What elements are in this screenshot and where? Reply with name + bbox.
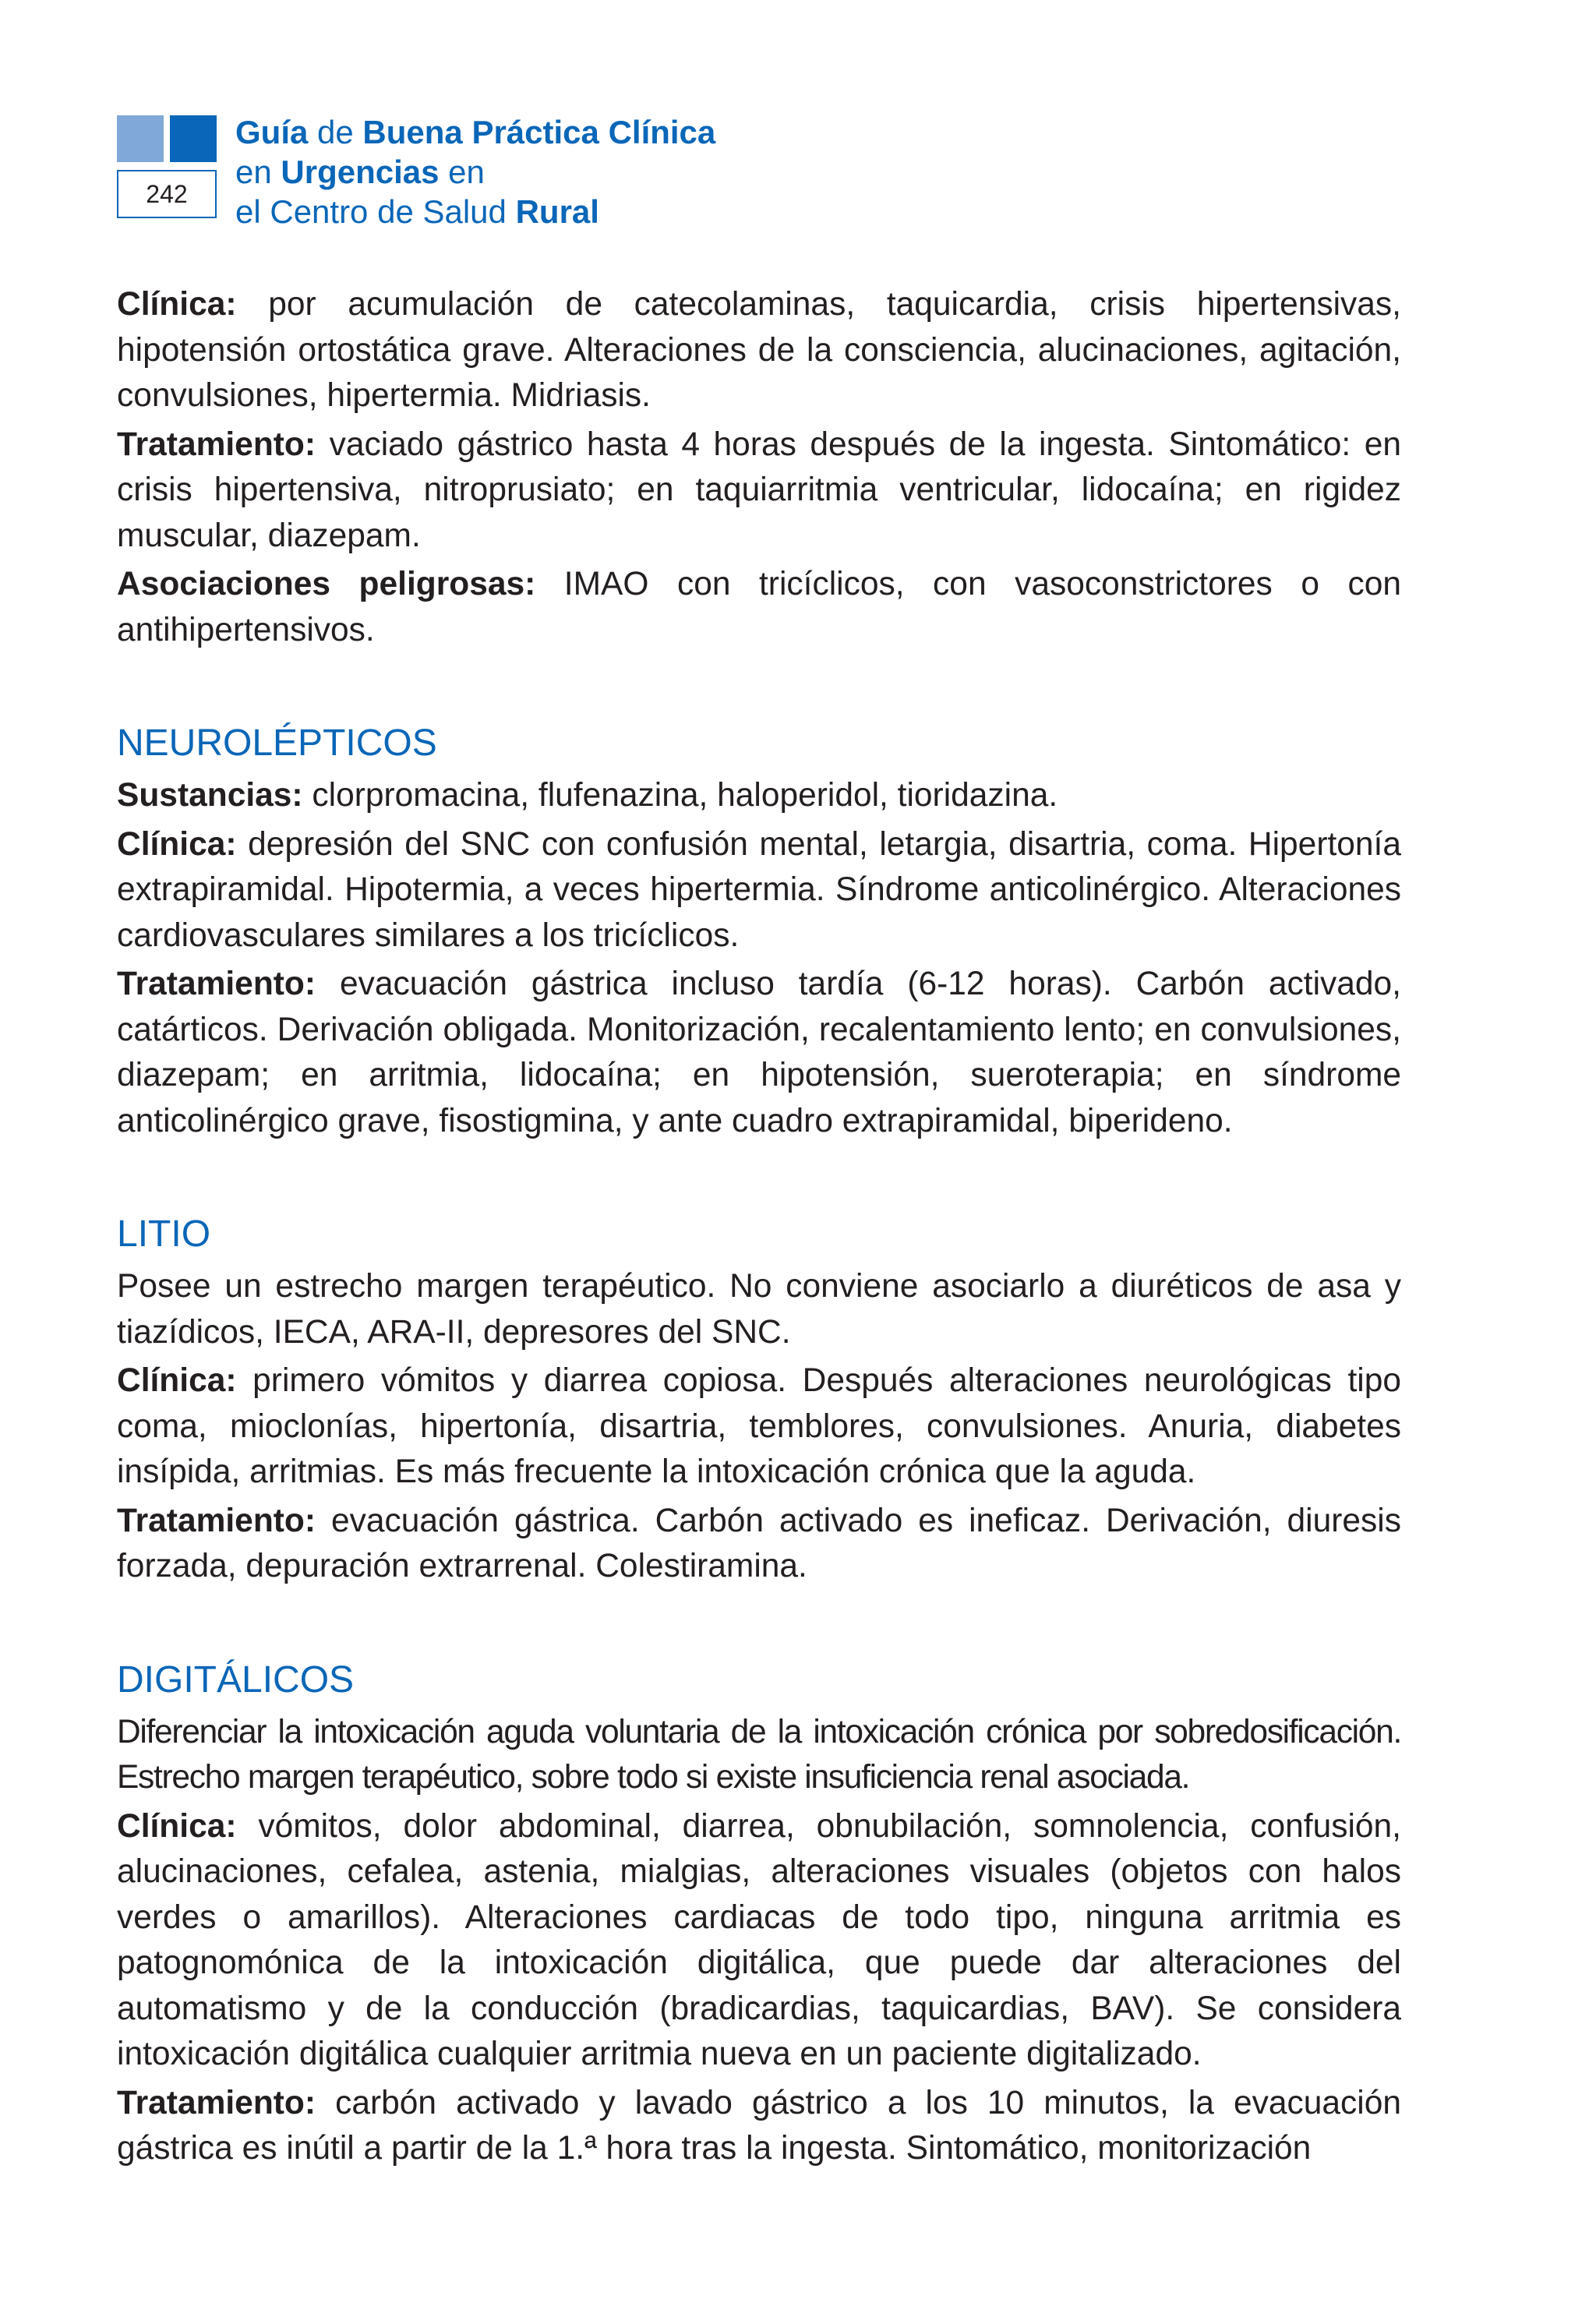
digitalicos-tratamiento-paragraph: Tratamiento: carbón activado y lavado gástrico a los 10 minutos, la evacuación gástrica es inútil a partir de la 1.ª hora tras la ingesta. Sintomático, monitorización xyxy=(117,2084,1401,2167)
litio-tratamiento-paragraph: Tratamiento: evacuación gástrica. Carbón activado es ineficaz. Derivación, diuresis forzada, depuración extrarrenal. Colestiramina. xyxy=(117,1502,1401,1584)
book-title-line-1: Guía de Buena Práctica Clínica xyxy=(235,114,716,150)
book-title-line-2: en Urgencias en xyxy=(235,154,485,190)
neurolepticos-sustancias-paragraph: Sustancias: clorpromacina, flufenazina, haloperidol, tioridazina. xyxy=(117,777,1058,814)
neurolepticos-clinica-paragraph: Clínica: depresión del SNC con confusión mental, letargia, disartria, coma. Hipertonía extrapiramidal. Hipotermia, a veces hipertermia. Síndrome anticolinérgico. Alteraciones cardiovasculares similares a los tricíclicos. xyxy=(117,825,1401,954)
litio-intro-paragraph: Posee un estrecho margen terapéutico. No conviene asociarlo a diuréticos de asa y tiazídicos, IECA, ARA-II, depresores del SNC. xyxy=(117,1268,1401,1351)
page-body xyxy=(117,282,1401,2175)
book-title-line-3: el Centro de Salud Rural xyxy=(235,193,599,230)
clinica-label: Clínica: xyxy=(117,286,237,323)
digitalicos-intro-paragraph: Diferenciar la intoxicación aguda voluntaria de la intoxicación crónica por sobredosificación. Estrecho margen terapéutico, sobre todo si existe insuficiencia renal asociada. xyxy=(117,1713,1401,1796)
tratamiento-label: Tratamiento: xyxy=(117,426,316,463)
section-heading-digitalicos: DIGITÁLICOS xyxy=(117,1658,355,1701)
running-header xyxy=(117,115,974,232)
decorative-square-light xyxy=(117,115,164,162)
decorative-square-dark xyxy=(170,115,217,162)
intro-tratamiento-paragraph: Tratamiento: vaciado gástrico hasta 4 horas después de la ingesta. Sintomático: en crisis hipertensiva, nitroprusiato; en taquiarritmia ventricular, lidocaína; en rigidez muscular, diazepam. xyxy=(117,426,1401,554)
intro-asociaciones-paragraph: Asociaciones peligrosas: IMAO con tricíclicos, con vasoconstrictores o con antihipertensivos. xyxy=(117,566,1401,648)
intro-clinica-paragraph: Clínica: por acumulación de catecolaminas, taquicardia, crisis hipertensivas, hipotensión ortostática grave. Alteraciones de la consciencia, alucinaciones, agitación, convulsiones, hipertermia. Midriasis. xyxy=(117,286,1401,414)
page-number: 242 xyxy=(117,170,217,218)
book-title xyxy=(235,112,715,231)
asociaciones-label: Asociaciones peligrosas: xyxy=(117,566,536,602)
digitalicos-clinica-paragraph: Clínica: vómitos, dolor abdominal, diarrea, obnubilación, somnolencia, confusión, alucinaciones, cefalea, astenia, mialgias, alteraciones visuales (objetos con halos verdes o amarillos). Alteraciones cardiacas de todo tipo, ninguna arritmia es patognomónica de la intoxicación digitálica, que puede dar alteraciones del automatismo y de la conducción (bradicardias, taquicardias, BAV). Se considera intoxicación digitálica cualquier arritmia nueva en un paciente digitalizado. xyxy=(117,1807,1401,2072)
litio-clinica-paragraph: Clínica: primero vómitos y diarrea copiosa. Después alteraciones neurológicas tipo coma, mioclonías, hipertonía, disartria, temblores, convulsiones. Anuria, diabetes insípida, arritmias. Es más frecuente la intoxicación crónica que la aguda. xyxy=(117,1362,1401,1490)
neurolepticos-tratamiento-paragraph: Tratamiento: evacuación gástrica incluso tardía (6-12 horas). Carbón activado, catárticos. Derivación obligada. Monitorización, recalentamiento lento; en convulsiones, diazepam; en arritmia, lidocaína; en hipotensión, sueroterapia; en síndrome anticolinérgico grave, fisostigmina, y ante cuadro extrapiramidal, biperideno. xyxy=(117,966,1401,1139)
section-heading-neurolepticos: NEUROLÉPTICOS xyxy=(117,722,437,764)
section-heading-litio: LITIO xyxy=(117,1213,211,1255)
